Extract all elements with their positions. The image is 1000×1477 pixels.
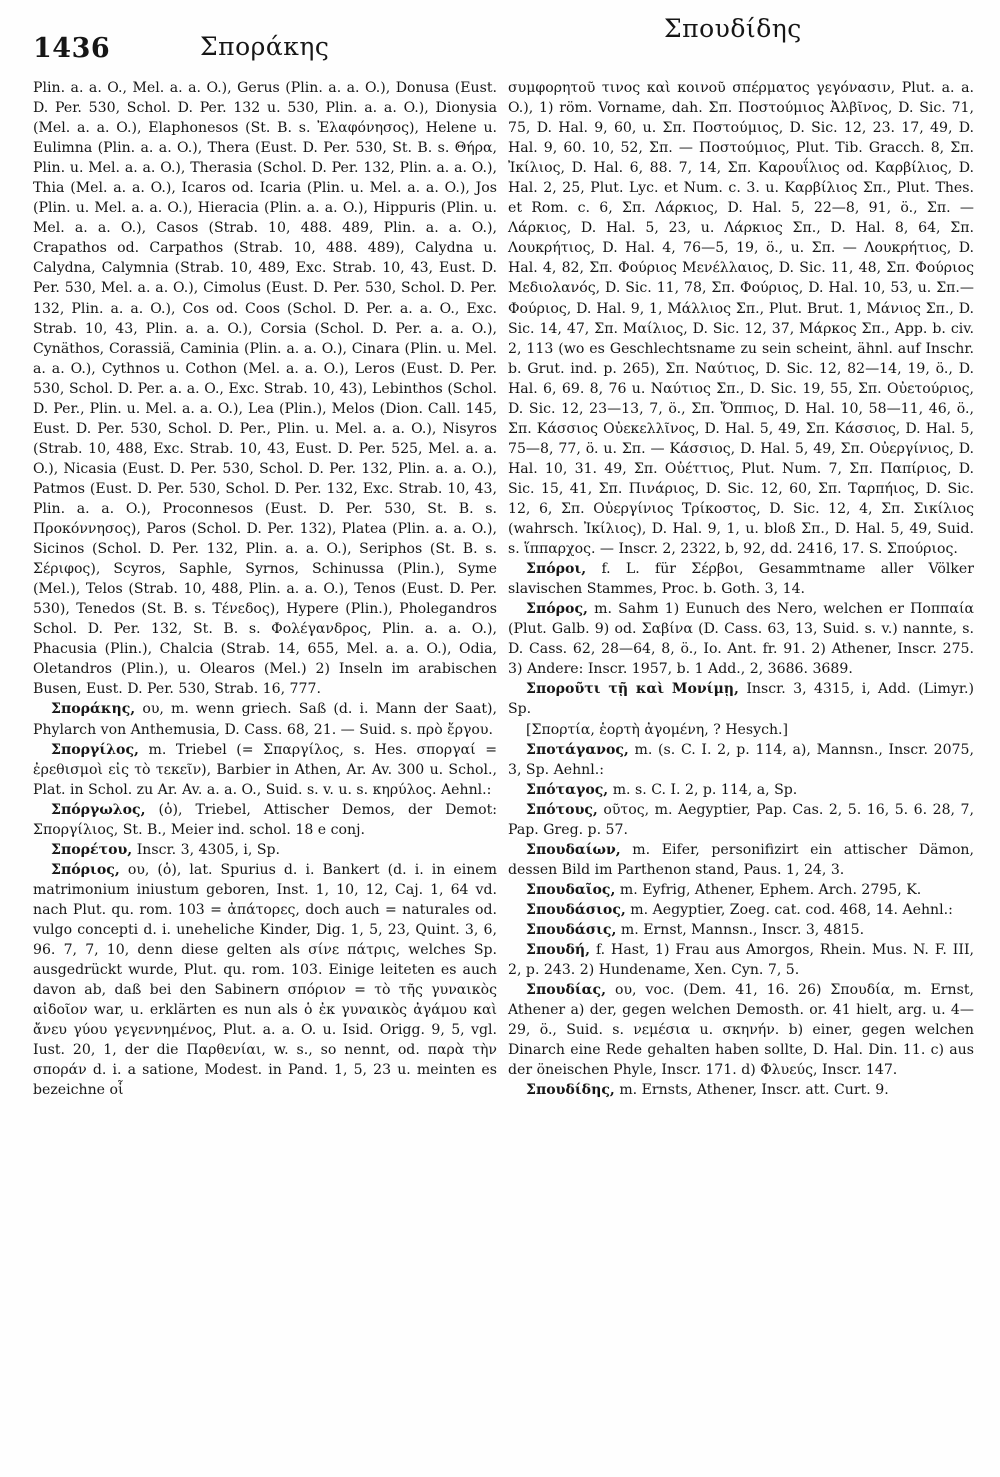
entry-text: m. s. C. I. 2, p. 114, a, Sp.	[612, 781, 798, 798]
right-column	[508, 78, 974, 1100]
dictionary-entry	[508, 920, 974, 940]
running-head-right: Σπουδίδης	[664, 14, 802, 43]
left-column	[33, 78, 497, 1100]
entry-text: m. Ernsts, Athener, Inscr. att. Curt. 9.	[619, 1082, 889, 1099]
entry-lemma: Σποροῦτι τῇ καὶ Μονίμῃ,	[526, 681, 739, 698]
dictionary-entry	[33, 800, 497, 840]
dictionary-entry	[33, 740, 497, 800]
dictionary-entry	[508, 559, 974, 599]
dictionary-entry	[508, 940, 974, 980]
entry-lemma: Σπουδάσις,	[526, 921, 617, 938]
entry-text: συμφορητοῦ τινος καὶ κοινοῦ σπέρματος γεγόνασιν, Plut. a. a. O.), 1) röm. Vorname, dah. Σπ. Ποστούμιος Ἀλβῖνος, D. Sic. 71, 75, D. Hal. 9, 60, u. Σπ. Ποστούμιος, D. Sic. 12, 23. 17, 49, D. Hal. 9, 60. 10, 52, Σπ. — Ποστούμιος, Plut. Tib. Gracch. 8, Σπ. Ἰκίλιος, D. Hal. 6, 88. 7, 14, Σπ. Καρουΐλιος od. Καρβίλιος, D. Hal. 2, 25, Plut. Lyc. et Num. c. 3. u. Καρβίλιος Σπ., Plut. Thes. et Rom. c. 6, Σπ. Λάρκιος, D. Hal. 5, 22—8, 91, ö., Σπ. — Λάρκιος, D. Hal. 5, 23, u. Λάρκιος Σπ., D. Hal. 8, 64, Σπ. Λουκρήτιος, D. Hal. 4, 76—5, 19, ö., u. Σπ. — Λουκρήτιος, D. Hal. 4, 82, Σπ. Φούριος Μενέλλαιος, D. Sic. 11, 48, Σπ. Φούριος Μεδιολανός, D. Sic. 11, 78, Σπ. Φούριος, D. Hal. 10, 53, u. Σπ.—Φούριος, D. Hal. 9, 1, Μάλλιος Σπ., Plut. Brut. 1, Μάνιος Σπ., D. Sic. 14, 47, Σπ. Μαίλιος, D. Sic. 12, 37, Μάρκος Σπ., App. b. civ. 2, 113 (wo es Geschlechtsname zu sein scheint, ähnl. auf Inschr. b. Grut. ind. p. 265), Σπ. Ναύτιος, D. Sic. 12, 82—14, 19, ö., D. Hal. 6, 69. 8, 76 u. Ναύτιος Σπ., D. Sic. 19, 55, Σπ. Οὐετούριος, D. Sic. 12, 23—13, 7, ö., Σπ. Ὄππιος, D. Hal. 10, 58—11, 46, ö., Σπ. Κάσσιος Οὐεκελλῖνος, D. Hal. 5, 49, Σπ. Κάσσιος, D. Hal. 5, 75—8, 77, ö. u. Σπ. — Κάσσιος, D. Hal. 5, 49, Σπ. Οὐεργίνιος, D. Hal. 10, 31. 49, Σπ. Οὐέττιος, Plut. Num. 7, Σπ. Παπίριος, D. Sic. 15, 41, Σπ. Πινάριος, D. Sic. 12, 60, Σπ. Ταρπήιος, D. Sic. 12, 6, Σπ. Οὐεργίνιος Τρίκοστος, D. Sic. 12, 4, Σπ. Σικίλιος (wahrsch. Ἰκίλιος), D. Hal. 9, 1, u. bloß Σπ., D. Hal. 5, 49, Suid. s. ἵππαρχος. — Inscr. 2, 2322, b, 92, dd. 2416, 17. S. Σπούριος.	[508, 80, 974, 558]
entry-text: Inscr. 3, 4315, i, Add. (Limyr.) Sp.	[508, 681, 974, 718]
page-number: 1436	[33, 33, 111, 64]
entry-lemma: Σπουδάσιος,	[526, 901, 626, 918]
entry-text: m. Triebel (= Σπαργίλος, s. Hes. σποργαί = ἐρεθισμοὶ εἰς τὸ τεκεῖν), Barbier in Athen, Ar. Av. 300 u. Schol., Plat. in Schol. zu Ar. Av. a. a. O., Suid. s. v. u. s. κηρύλος. Aehnl.:	[33, 741, 498, 798]
entry-lemma: Σπορέτου,	[51, 841, 133, 858]
continued-entry-text	[508, 78, 974, 559]
entry-text: m. Eifer, personifizirt ein attischer Dämon, dessen Bild im Parthenon stand, Paus. 1, 24, 3.	[508, 841, 974, 878]
dictionary-entry	[508, 900, 974, 920]
entry-lemma: Σπουδαῖος,	[526, 881, 616, 898]
dictionary-entry	[508, 840, 974, 880]
entry-lemma: Σπόροι,	[526, 561, 587, 578]
dictionary-entry	[508, 740, 974, 780]
continued-entry-text	[33, 78, 497, 699]
dictionary-entry	[508, 720, 974, 740]
entry-text: m. Eyfrig, Athener, Ephem. Arch. 2795, K.	[619, 881, 922, 898]
entry-text: Inscr. 3, 4305, i, Sp.	[136, 841, 280, 858]
entry-lemma: Σπουδίας,	[526, 982, 607, 999]
entry-text: οῦτος, m. Aegyptier, Pap. Cas. 2, 5. 16, 5. 6. 28, 7, Pap. Greg. p. 57.	[508, 801, 974, 838]
page-header	[0, 0, 1000, 80]
entry-lemma: Σπόριος,	[51, 861, 120, 878]
entry-text: Plin. a. a. O., Mel. a. a. O.), Gerus (Plin. a. a. O.), Donusa (Eust. D. Per. 530, Schol. D. Per. 132 u. 530, Plin. a. a. O.), Dionysia (Mel. a. a. O.), Elaphonesos (St. B. s. Ἐλαφόνησος), Helene u. Eulimna (Plin. a. a. O.), Thera (Eust. D. Per. 530, St. B. s. Θήρα, Plin. u. Mel. a. a. O.), Therasia (Schol. D. Per. 132, Plin. a. a. O.), Thia (Mel. a. a. O.), Icaros od. Icaria (Plin. u. Mel. a. a. O.), Jos (Plin. u. Mel. a. a. O.), Hieracia (Plin. a. a. O.), Hippuris (Plin. u. Mel. a. a. O.), Casos (Strab. 10, 488. 489, Plin. a. a. O.), Crapathos od. Carpathos (Strab. 10, 488. 489), Calydna u. Calydna, Calymnia (Strab. 10, 489, Exc. Strab. 10, 43, Eust. D. Per. 530, Mel. a. a. O.), Cimolus (Eust. D. Per. 530, Schol. D. Per. 132, Plin. a. a. O.), Cos od. Coos (Schol. D. Per. a. a. O., Exc. Strab. 10, 43, Plin. a. a. O.), Corsia (Schol. D. Per. a. a. O.), Cynäthos, Corassiä, Caminia (Plin. a. a. O.), Cinara (Plin. u. Mel. a. a. O.), Cythnos u. Cothon (Mel. a. a. O.), Leros (Eust. D. Per. 530, Schol. D. Per. a. a. O., Exc. Strab. 10, 43), Lebinthos (Schol. D. Per., Plin. u. Mel. a. a. O.), Lea (Plin.), Melos (Dion. Call. 145, Eust. D. Per. 530, Schol. D. Per., Plin. u. Mel. a. a. O.), Nisyros (Strab. 10, 488, Exc. Strab. 10, 43, Eust. D. Per. 525, Mel. a. a. O.), Nicasia (Eust. D. Per. 530, Schol. D. Per. 132, Plin. a. a. O.), Patmos (Eust. D. Per. 530, Schol. D. Per. 132, Exc. Strab. 10, 43, Plin. a. a. O.), Proconnesos (Eust. D. Per. 530, St. B. s. Προκόννησος), Paros (Schol. D. Per. 132), Platea (Plin. a. a. O.), Sicinos (Schol. D. Per. 132, Plin. a. a. O.), Seriphos (St. B. s. Σέριφος), Scyros, Saphle, Syrnos, Schinussa (Plin.), Syme (Mel.), Telos (Strab. 10, 488, Plin. a. a. O.), Tenos (Eust. D. Per. 530), Tenedos (St. B. s. Τένεδος), Hypere (Plin.), Pholegandros Schol. D. Per. 132, St. B. s. Φολέγανδρος, Plin. a. a. O.), Phacusia (Plin.), Chalcia (Strab. 14, 655, Mel. a. a. O.), Odia, Oletandros (Plin.), u. Olearos (Mel.) 2) Inseln im arabischen Busen, Eust. D. Per. 530, Strab. 16, 777.	[33, 80, 497, 698]
dictionary-entry	[508, 980, 974, 1080]
running-head-left: Σποράκης	[200, 32, 330, 61]
dictionary-entry	[33, 860, 497, 1101]
dictionary-entry	[33, 699, 497, 739]
entry-text: m. (s. C. I. 2, p. 114, a), Mannsn., Inscr. 2075, 3, Sp. Aehnl.:	[508, 741, 974, 778]
entry-lemma: Σπουδίδης,	[526, 1082, 615, 1099]
dictionary-entry	[33, 840, 497, 860]
entry-lemma: Σπουδή,	[526, 942, 591, 959]
entry-text: m. Sahm 1) Eunuch des Nero, welchen er Ποππαία (Plut. Galb. 9) od. Σαβίνα (D. Cass. 63, 13, Suid. s. v.) nannte, s. D. Cass. 62, 28—64, 8, ö., Io. Ant. fr. 91. 2) Athener, Inscr. 275. 3) Andere: Inscr. 1957, b. 1 Add., 2, 3686. 3689.	[508, 601, 974, 678]
entry-lemma: Σπόρος,	[526, 601, 588, 618]
entry-lemma: Σπόταγος,	[526, 781, 609, 798]
dictionary-entry	[508, 880, 974, 900]
entry-text: ου, voc. (Dem. 41, 16. 26) Σπουδία, m. Ernst, Athener a) der, gegen welchen Demosth. or. 41 hielt, arg. u. 4—29, ö., Suid. s. νεμέσια u. σκηνήν. b) einer, gegen welchen Dinarch eine Rede gehalten haben sollte, D. Hal. Din. 11. c) aus der öneischen Phyle, Inscr. 171. d) Φλυεύς, Inscr. 147.	[508, 982, 974, 1079]
entry-lemma: Σπουδαίων,	[526, 841, 621, 858]
dictionary-entry	[508, 679, 974, 719]
entry-text: m. Ernst, Mannsn., Inscr. 3, 4815.	[620, 921, 865, 938]
dictionary-entry	[508, 599, 974, 679]
entry-text: (ὁ), Triebel, Attischer Demos, der Demot: Σποργίλιος, St. B., Meier ind. schol. 18 e conj.	[33, 801, 497, 838]
entry-lemma: Σποργίλος,	[51, 741, 139, 758]
entry-lemma: Σποτάγανος,	[526, 741, 629, 758]
entry-lemma: Σπόργωλος,	[51, 801, 146, 818]
entry-text: ου, (ὁ), lat. Spurius d. i. Bankert (d. i. in einem matrimonium iniustum geboren, Inst. 1, 10, 12, Caj. 1, 64 vd. nach Plut. qu. rom. 103 = ἀπάτορες, doch auch = naturales od. vulgo concepti d. i. uneheliche Kinder, Dig. 1, 5, 23, Quint. 3, 6, 96. 7, 7, 10, denn diese gelten als σίνε πάτρις, welches Sp. ausgedrückt wurde, Plut. qu. rom. 103. Einige leiteten es auch davon ab, daß bei den Sabinern σπόριον = τὸ τῆς γυναικὸς αἰδοῖον war, u. erklärten es nun als ὁ ἐκ γυναικὸς ἀγάμου καὶ ἄνευ γύου γεγεννημένος, Plut. a. a. O. u. Isid. Origg. 9, 5, vgl. Iust. 20, 1, der die Παρθενίαι, w. s., so nennt, od. παρὰ τὴν σποράν d. i. a satione, Modest. in Pand. 1, 5, 23 u. meinten es bezeichne οἷ	[33, 861, 498, 1099]
dictionary-entry	[508, 800, 974, 840]
entry-text: m. Aegyptier, Zoeg. cat. cod. 468, 14. Aehnl.:	[630, 901, 953, 918]
entry-text: f. L. für Σέρβοι, Gesammtname aller Völker slavischen Stammes, Proc. b. Goth. 3, 14.	[508, 561, 975, 598]
entry-text: f. Hast, 1) Frau aus Amorgos, Rhein. Mus. N. F. III, 2, p. 243. 2) Hundename, Xen. Cyn. 7, 5.	[508, 942, 974, 979]
entry-lemma: Σπότους,	[526, 801, 598, 818]
entry-text: ου, m. wenn griech. Saß (d. i. Mann der Saat), Phylarch von Anthemusia, D. Cass. 68, 21. — Suid. s. πρὸ ἔργου.	[33, 701, 497, 738]
dictionary-entry	[508, 1080, 974, 1100]
dictionary-entry	[508, 780, 974, 800]
entry-lemma: Σποράκης,	[51, 701, 136, 718]
entry-text: [Σπορτία, ἑορτὴ ἀγομένη, ? Hesych.]	[526, 721, 789, 738]
